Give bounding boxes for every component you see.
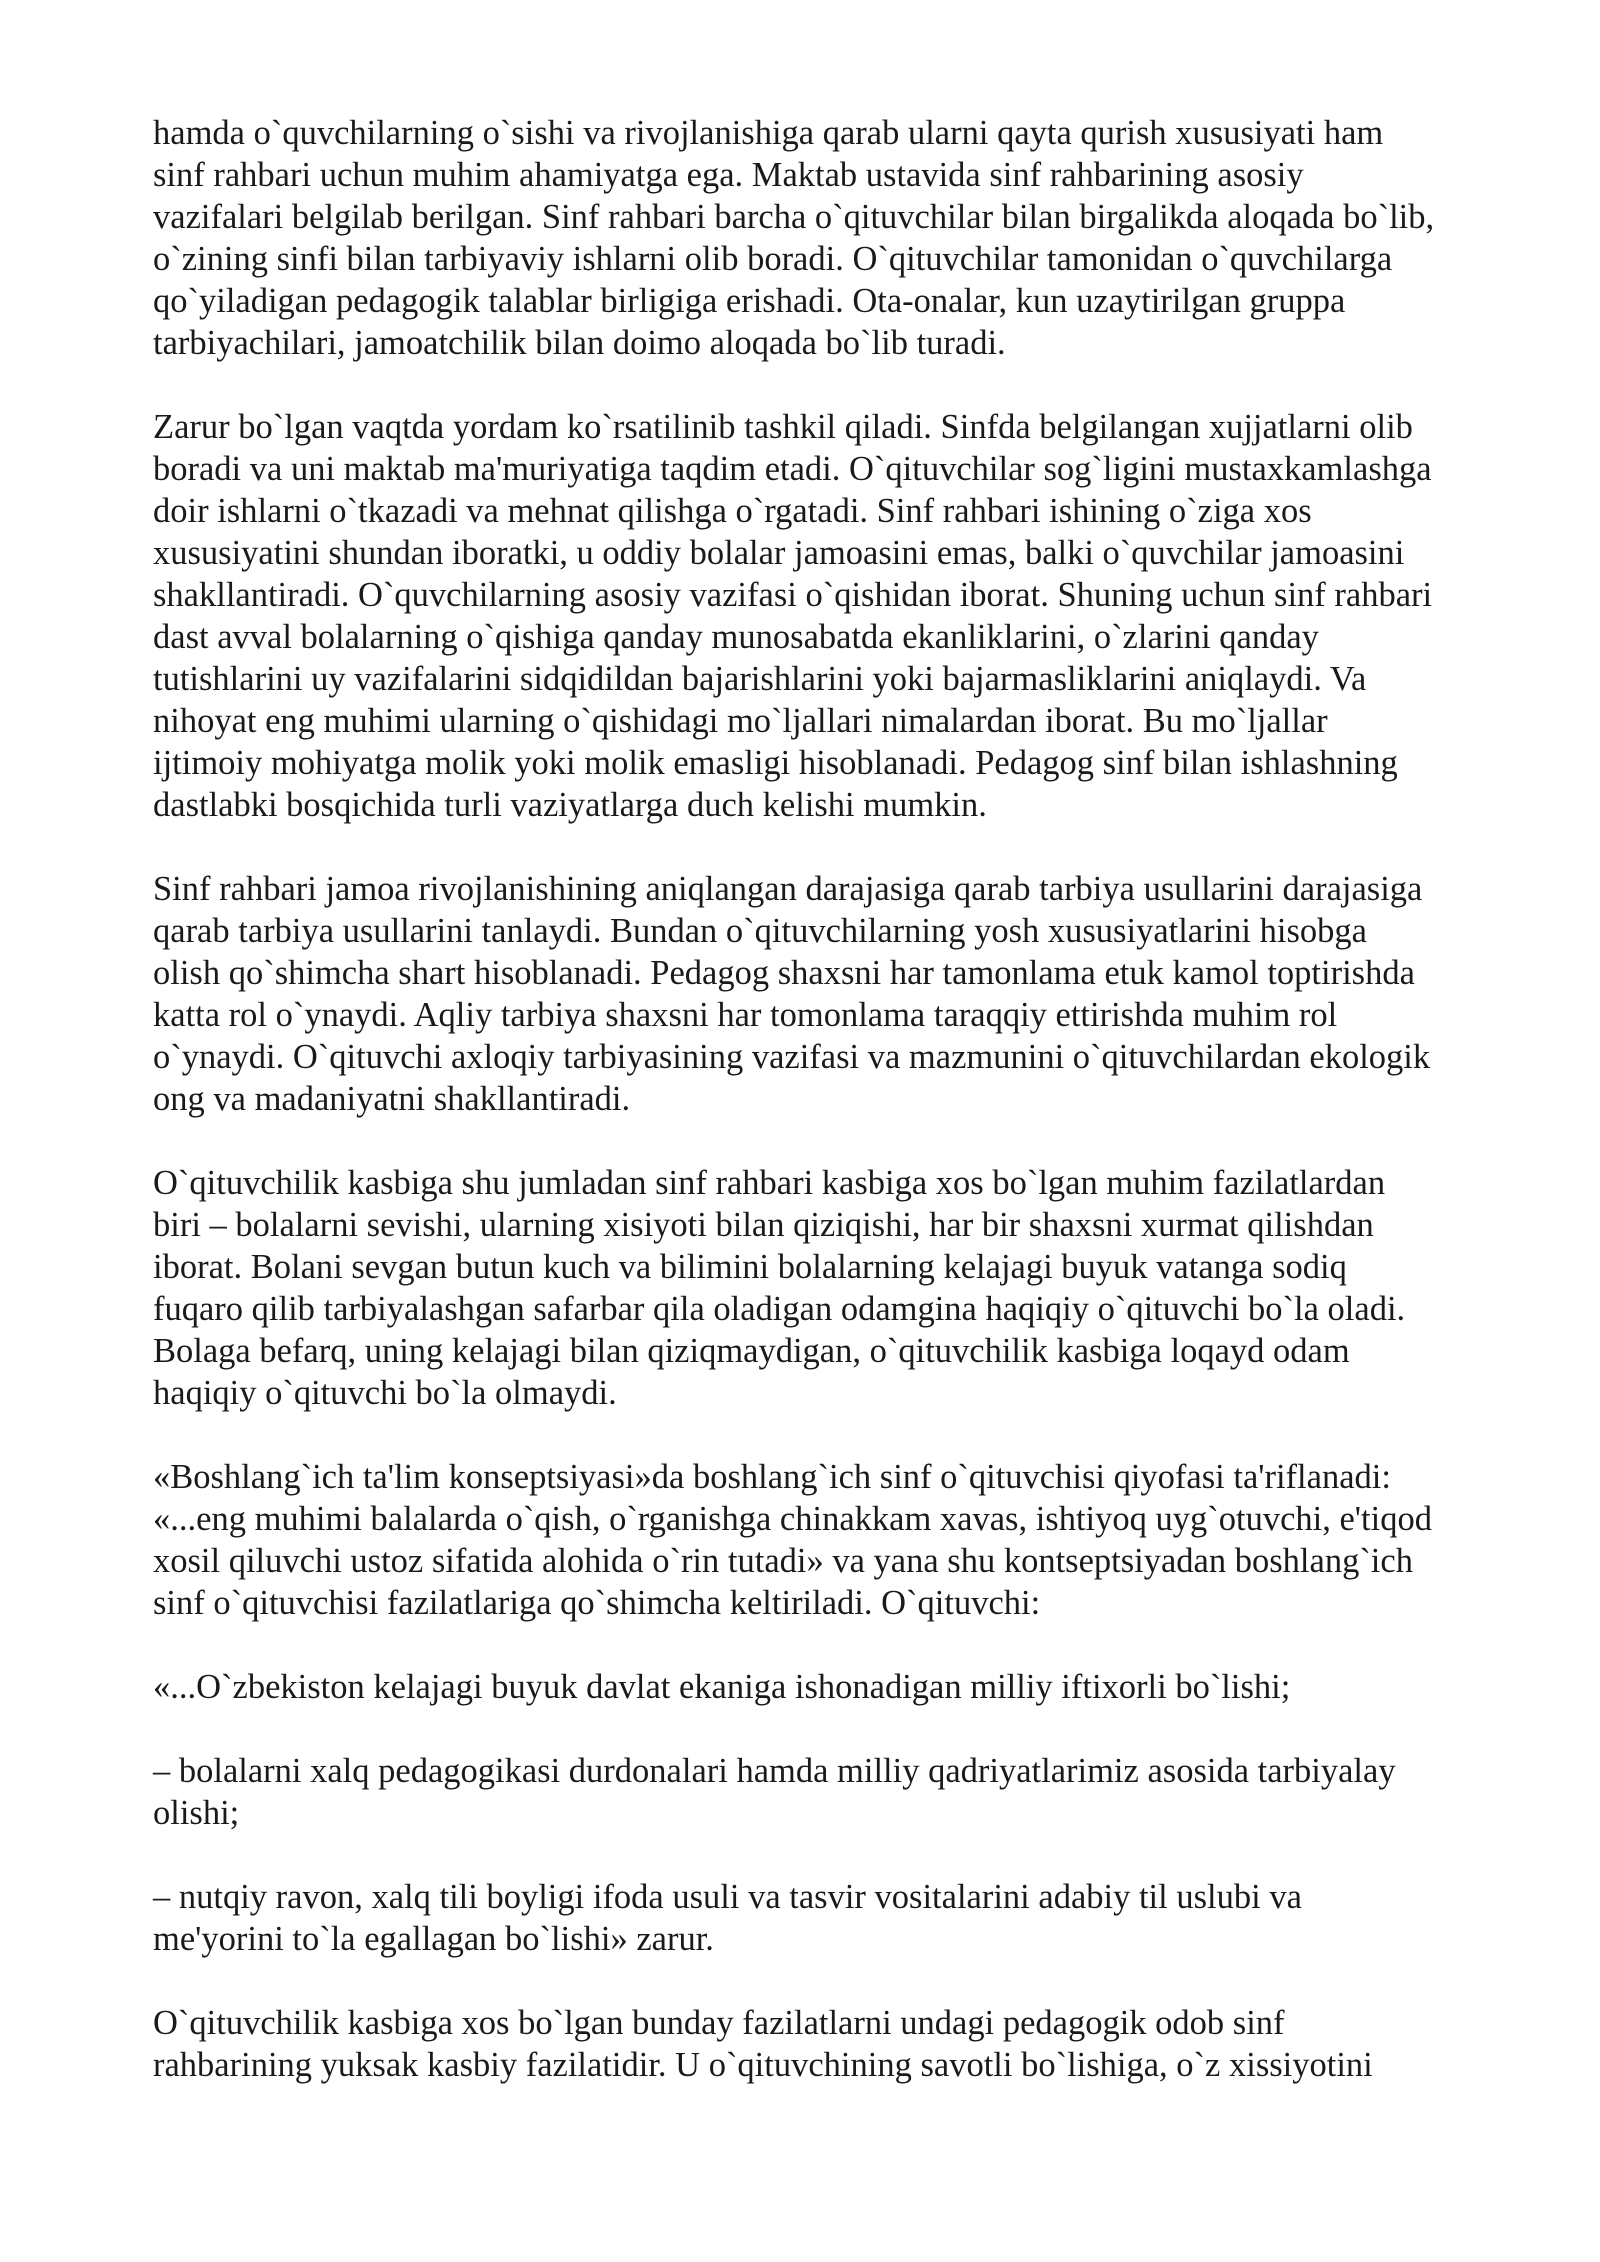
paragraph-8: – nutqiy ravon, xalq tili boyligi ifoda usuli va tasvir vositalarini adabiy til uslubi va me'yorini to`la egallagan bo`lishi» zarur. [153, 1878, 1302, 1958]
paragraph-4: O`qituvchilik kasbiga shu jumladan sinf rahbari kasbiga xos bo`lgan muhim fazilatlardan biri – bolalarni sevishi, ularning xisiyoti bilan qiziqishi, har bir shaxsni xurmat qilishdan iborat. Bolani sevgan butun kuch va bilimini bolalarning kelajagi buyuk vatanga sodiq fuqaro qilib tarbiyalashgan safarbar qila oladigan odamgina haqiqiy o`qituvchi bo`la oladi. Bolaga befarq, uning kelajagi bilan qiziqmaydigan, o`qituvchilik kasbiga loqayd odam haqiqiy o`qituvchi bo`la olmaydi. [153, 1164, 1406, 1412]
paragraph-9: O`qituvchilik kasbiga xos bo`lgan bunday fazilatlarni undagi pedagogik odob sinf rahbarining yuksak kasbiy fazilatidir. U o`qituvchining savotli bo`lishiga, o`z xissiyotini [153, 2004, 1373, 2084]
paragraph-3: Sinf rahbari jamoa rivojlanishining aniqlangan darajasiga qarab tarbiya usullarini darajasiga qarab tarbiya usullarini tanlaydi. Bundan o`qituvchilarning yosh xususiyatlarini hisobga olish qo`shimcha shart hisoblanadi. Pedagog shaxsni har tamonlama etuk kamol toptirishda katta rol o`ynaydi. Aqliy tarbiya shaxsni har tomonlama taraqqiy ettirishda muhim rol o`ynaydi. O`qituvchi axloqiy tarbiyasining vazifasi va mazmunini o`qituvchilardan ekologik ong va madaniyatni shakllantiradi. [153, 870, 1431, 1118]
paragraph-2: Zarur bo`lgan vaqtda yordam ko`rsatilinib tashkil qiladi. Sinfda belgilangan xujjatlarni olib boradi va uni maktab ma'muriyatiga taqdim etadi. O`qituvchilar sog`ligini mustaxkamlashga doir ishlarni o`tkazadi va mehnat qilishga o`rgatadi. Sinf rahbari ishining o`ziga xos xususiyatini shundan iboratki, u oddiy bolalar jamoasini emas, balki o`quvchilar jamoasini shakllantiradi. O`quvchilarning asosiy vazifasi o`qishidan iborat. Shuning uchun sinf rahbari dast avval bolalarning o`qishiga qanday munosabatda ekanliklarini, o`zlarini qanday tutishlarini uy vazifalarini sidqidildan bajarishlarini yoki bajarmasliklarini aniqlaydi. Va nihoyat eng muhimi ularning o`qishidagi mo`ljallari nimalardan iborat. Bu mo`ljallar ijtimoiy mohiyatga molik yoki molik emasligi hisoblanadi. Pedagog sinf bilan ishlashning dastlabki bosqichida turli vaziyatlarga duch kelishi mumkin. [153, 408, 1433, 824]
paragraph-6: «...O`zbekiston kelajagi buyuk davlat ekaniga ishonadigan milliy iftixorli bo`lishi; [153, 1668, 1291, 1706]
paragraph-7: – bolalarni xalq pedagogikasi durdonalari hamda milliy qadriyatlarimiz asosida tarbiyalay olishi; [153, 1752, 1396, 1832]
paragraph-5: «Boshlang`ich ta'lim konseptsiyasi»da boshlang`ich sinf o`qituvchisi qiyofasi ta'riflanadi: «...eng muhimi balalarda o`qish, o`rganishga chinakkam xavas, ishtiyoq uyg`otuvchi, e'tiqod xosil qiluvchi ustoz sifatida alohida o`rin tutadi» va yana shu kontseptsiyadan boshlang`ich sinf o`qituvchisi fazilatlariga qo`shimcha keltiriladi. O`qituvchi: [153, 1458, 1432, 1622]
paragraph-1: hamda o`quvchilarning o`sishi va rivojlanishiga qarab ularni qayta qurish xususiyati ham sinf rahbari uchun muhim ahamiyatga ega. Maktab ustavida sinf rahbarining asosiy vazifalari belgilab berilgan. Sinf rahbari barcha o`qituvchilar bilan birgalikda aloqada bo`lib, o`zining sinfi bilan tarbiyaviy ishlarni olib boradi. O`qituvchilar tamonidan o`quvchilarga qo`yiladigan pedagogik talablar birligiga erishadi. Ota-onalar, kun uzaytirilgan gruppa tarbiyachilari, jamoatchilik bilan doimo aloqada bo`lib turadi. [153, 114, 1435, 362]
document-page [153, 112, 1508, 2086]
